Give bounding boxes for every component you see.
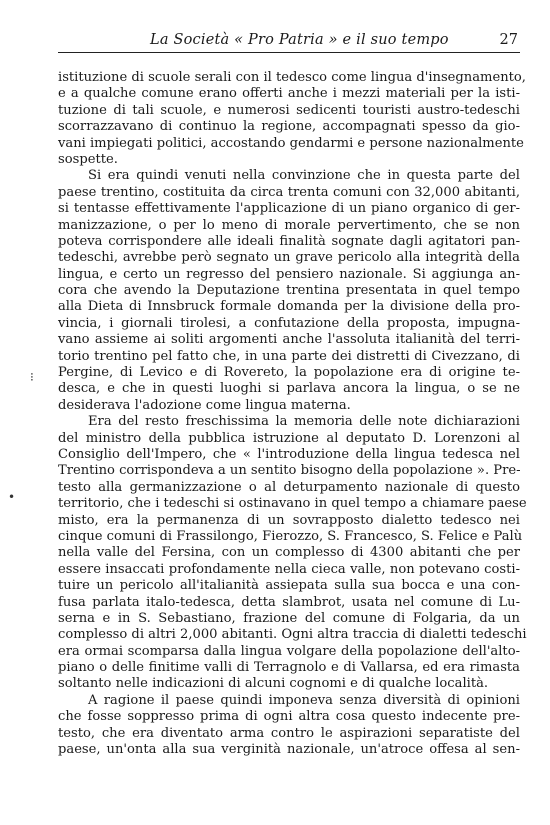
- page-number: 27: [499, 32, 518, 48]
- text-line: istituzione di scuole serali con il tedesco come lingua d'insegnamento,: [58, 70, 526, 85]
- text-line: poteva corrispondere alle ideali finalità sognate dagli agitatori pan-: [58, 233, 520, 249]
- margin-mark: ⁝: [30, 370, 34, 384]
- text-line: Si era quindi venuti nella convinzione che in questa parte del: [88, 168, 520, 184]
- text-line: alla Dieta di Innsbruck formale domanda per la divisione della pro-: [58, 299, 520, 315]
- text-line: lingua, e certo un regresso del pensiero nazionale. Si aggiunga an-: [58, 266, 520, 282]
- text-line: Pergine, di Levico e di Rovereto, la popolazione era di origine te-: [58, 365, 520, 381]
- text-line: tuzione di tali scuole, e numerosi sedicenti touristi austro-tedeschi: [58, 102, 520, 118]
- text-line: A ragione il paese quindi imponeva senza diversità di opinioni: [88, 692, 520, 708]
- text-line: sospette.: [58, 151, 118, 167]
- text-line: tuire un pericolo all'italianità assiepata sulla sua bocca e una con-: [58, 578, 520, 594]
- text-line: soltanto nelle indicazioni di alcuni cognomi e di qualche località.: [58, 676, 489, 692]
- text-line: territorio, che i tedeschi si ostinavano in quel tempo a chiamare paese: [58, 496, 527, 512]
- text-line: nella valle del Fersina, con un complesso di 4300 abitanti che per: [58, 545, 520, 561]
- text-line: desiderava l'adozione come lingua materna.: [58, 397, 351, 413]
- text-line: torio trentino pel fatto che, in una parte dei distretti di Civezzano, di: [58, 348, 520, 364]
- text-line: testo, che era diventato arma contro le aspirazioni separatiste del: [58, 725, 520, 741]
- text-line: vincia, i giornali tirolesi, a confutazione della proposta, impugna-: [58, 315, 520, 331]
- text-line: si tentasse effettivamente l'applicazione di un piano organico di ger-: [58, 201, 520, 217]
- text-line: desca, e che in questi luoghi si parlava ancora la lingua, o se ne: [58, 381, 520, 397]
- text-line: era ormai scomparsa dalla lingua volgare della popolazione dell'alto-: [58, 643, 520, 659]
- text-line: tedeschi, avrebbe però segnato un grave pericolo alla integrità della: [58, 250, 520, 266]
- text-line: testo alla germanizzazione o al deturpamento nazionale di questo: [58, 479, 520, 495]
- text-line: che fosse soppresso prima di ogni altra cosa questo indecente pre-: [58, 709, 520, 725]
- text-line: fusa parlata italo-tedesca, detta slambrot, usata nel comune di Lu-: [58, 594, 520, 610]
- text-line: piano o delle finitime valli di Terragnolo e di Vallarsa, ed era rimasta: [58, 660, 520, 676]
- text-line: essere insaccati profondamente nella cieca valle, non potevano costi-: [58, 561, 520, 577]
- text-line: paese, un'onta alla sua verginità nazionale, un'atroce offesa al sen-: [58, 742, 520, 758]
- text-line: misto, era la permanenza di un sovrapposto dialetto tedesco nei: [58, 512, 520, 528]
- text-line: Trentino corrispondeva a un sentito bisogno della popolazione ». Pre-: [58, 463, 521, 479]
- text-line: e a qualche comune erano offerti anche i mezzi materiali per la isti-: [58, 86, 520, 102]
- text-line: vani impiegati politici, accostando gendarmi e persone nazionalmente: [58, 135, 524, 151]
- text-line: Era del resto freschissima la memoria delle note dichiarazioni: [88, 414, 520, 430]
- text-line: complesso di altri 2,000 abitanti. Ogni altra traccia di dialetti tedeschi: [58, 627, 527, 643]
- text-line: cora che avendo la Deputazione trentina presentata in quel tempo: [58, 283, 520, 299]
- text-line: manizzazione, o per lo meno di morale pervertimento, che se non: [58, 217, 520, 233]
- running-title: La Società « Pro Patria » e il suo tempo: [150, 32, 449, 48]
- body-text: [58, 70, 527, 758]
- text-line: serna e in S. Sebastiano, frazione del comune di Folgaria, da un: [58, 610, 520, 626]
- text-line: vano assieme ai soliti argomenti anche l'assoluta italianità del terri-: [58, 332, 520, 348]
- text-line: Consiglio dell'Impero, che « l'introduzione della lingua tedesca nel: [58, 446, 520, 462]
- text-line: cinque comuni di Frassilongo, Fierozzo, S. Francesco, S. Felice e Palù: [58, 528, 523, 544]
- margin-mark: •: [8, 490, 16, 504]
- text-line: scorrazzavano di continuo la regione, accompagnati spesso da gio-: [58, 119, 520, 135]
- page-header: [58, 30, 520, 53]
- text-line: paese trentino, costituita da circa trenta comuni con 32,000 abitanti,: [58, 184, 520, 200]
- text-line: del ministro della pubblica istruzione al deputato D. Lorenzoni al: [58, 430, 520, 446]
